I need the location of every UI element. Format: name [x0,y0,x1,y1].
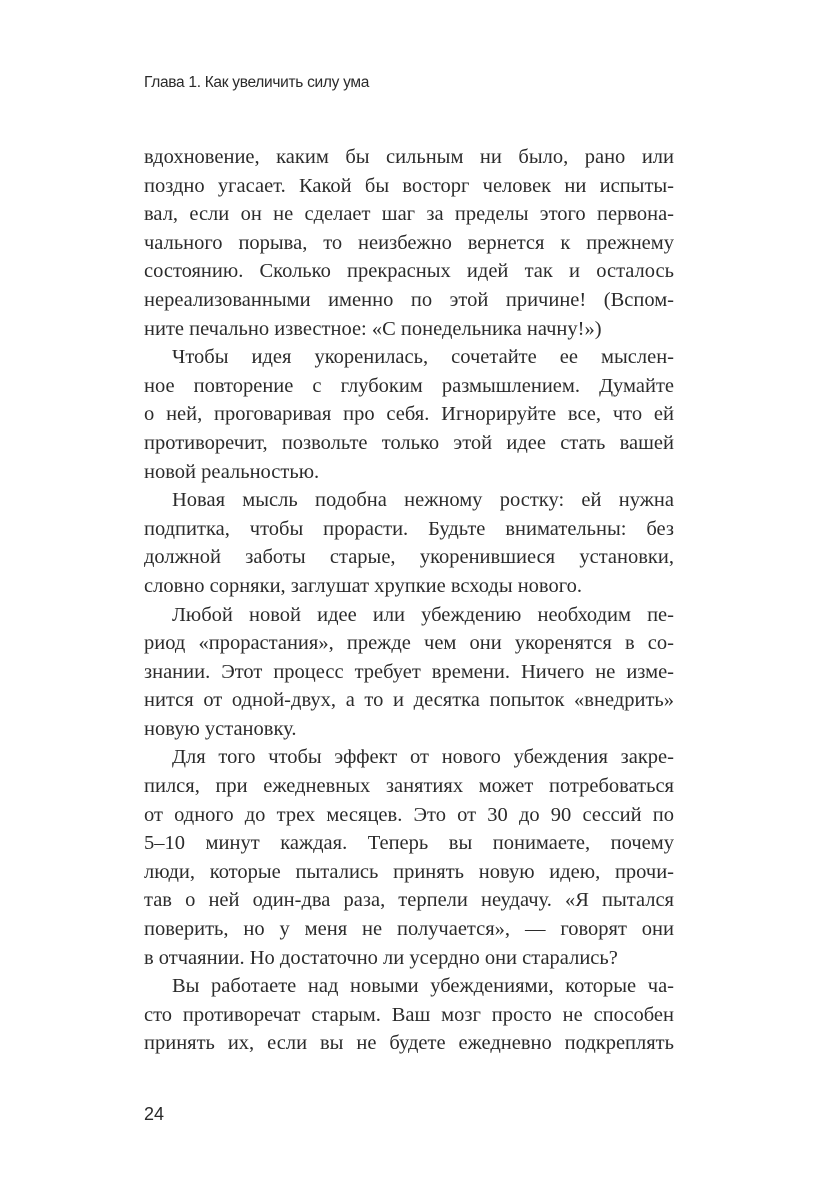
text-line: поверить, но у меня не получается», — говорят они [144,918,674,941]
body-text [144,143,674,1058]
text-line: Чтобы идея укоренилась, сочетайте ее мыслен- [172,346,674,369]
text-line: принять их, если вы не будете ежедневно подкреплять [144,1032,674,1055]
text-line: противоречит, позвольте только этой идее стать вашей [144,431,674,454]
text-line: словно сорняки, заглушат хрупкие всходы нового. [144,574,582,597]
text-line: состоянию. Сколько прекрасных идей так и осталось [144,260,674,283]
text-line: ните печально известное: «С понедельника начну!») [144,317,602,340]
text-line: подпитка, чтобы прорасти. Будьте внимательны: без [144,517,674,540]
text-line: поздно угасает. Какой бы восторг человек ни испыты- [144,174,674,197]
text-line: Для того чтобы эффект от нового убеждения закре- [172,746,674,769]
text-line: от одного до трех месяцев. Это от 30 до 90 сессий по [144,803,674,826]
text-line: о ней, проговаривая про себя. Игнорируйте все, что ей [144,403,674,426]
text-line: нится от одной-двух, а то и десятка попыток «внедрить» [144,689,674,712]
text-line: риод «прорастания», прежде чем они укоренятся в со- [144,632,674,655]
page-number: 24 [144,1104,165,1124]
text-line: ное повторение с глубоким размышлением. Думайте [144,374,674,397]
text-line: нереализованными именно по этой причине! (Вспом- [144,288,674,311]
text-line: 5–10 минут каждая. Теперь вы понимаете, почему [144,832,674,855]
text-line: сто противоречат старым. Ваш мозг просто не способен [144,1003,674,1026]
text-line: вал, если он не сделает шаг за пределы этого первона- [144,203,674,226]
text-line: Любой новой идее или убеждению необходим пе- [172,603,674,626]
text-line: Новая мысль подобна нежному ростку: ей нужна [172,489,674,512]
text-line: чального порыва, то неизбежно вернется к прежнему [144,231,674,254]
text-line: тав о ней один-два раза, терпели неудачу. «Я пытался [144,889,674,912]
text-line: Вы работаете над новыми убеждениями, которые ча- [172,975,674,998]
text-line: в отчаянии. Но достаточно ли усердно они старались? [144,946,618,969]
text-line: новой реальностью. [144,460,320,483]
text-line: новую установку. [144,717,297,740]
text-line: люди, которые пытались принять новую идею, прочи- [144,860,674,883]
text-line: должной заботы старые, укоренившиеся установки, [144,546,674,569]
text-line: знании. Этот процесс требует времени. Ничего не изме- [144,660,674,683]
running-header: Глава 1. Как увеличить силу ума [144,74,370,91]
text-line: вдохновение, каким бы сильным ни было, рано или [144,146,674,168]
text-line: пился, при ежедневных занятиях может потребоваться [144,775,674,798]
